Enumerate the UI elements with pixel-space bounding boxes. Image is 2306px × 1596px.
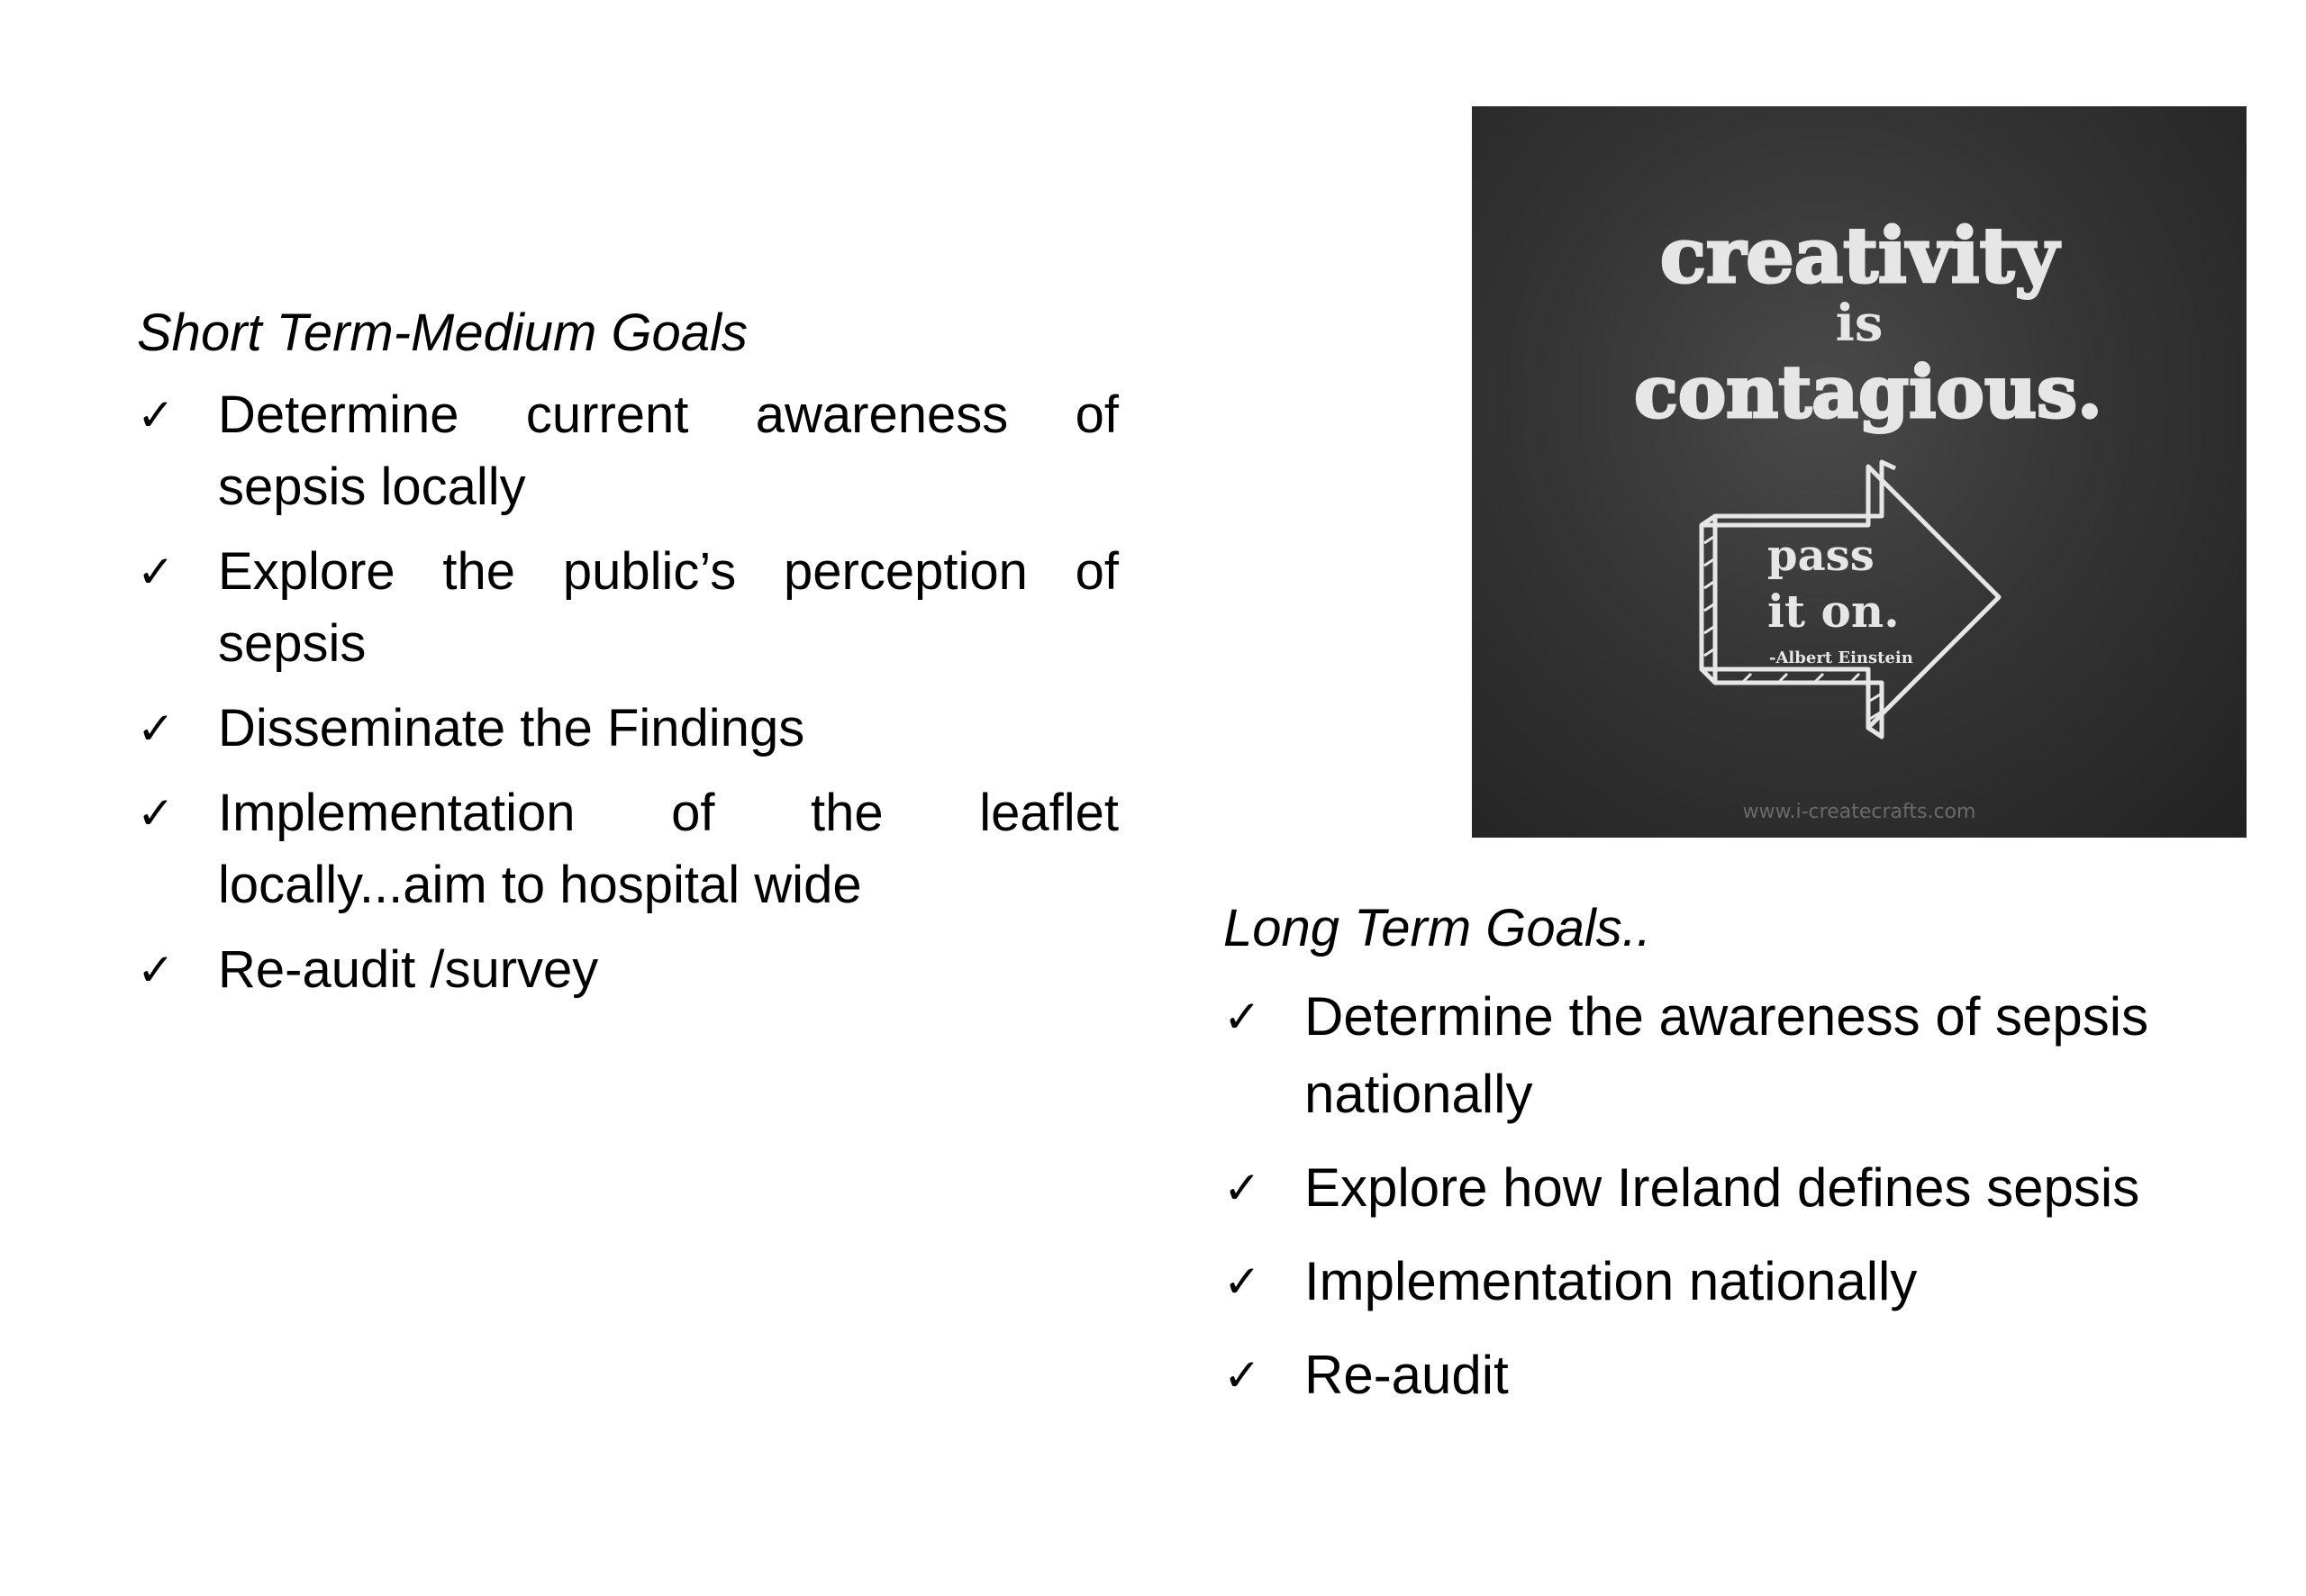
short-term-goals-list [137, 379, 1119, 1006]
list-item [137, 379, 1119, 523]
short-term-goals-section [137, 302, 1119, 1019]
checkmark-icon: ✓ [1223, 1348, 1261, 1401]
checkmark-icon: ✓ [137, 702, 175, 755]
short-term-goals-title: Short Term-Medium Goals [137, 304, 748, 362]
chalkboard-graphic [1472, 106, 2247, 838]
list-item-text: Explore the public’s perception of sepsis [218, 541, 1119, 673]
list-item-text: Implementation nationally [1304, 1250, 1918, 1311]
chalk-arrow-pass: pass [1767, 530, 1875, 581]
list-item [137, 693, 1119, 765]
checkmark-icon: ✓ [1223, 1255, 1261, 1308]
long-term-goals-list [1223, 978, 2259, 1414]
chalk-line-is: is [1835, 294, 1884, 353]
list-item-text: Re-audit /survey [218, 939, 599, 999]
list-item-text: Determine the awareness of sepsis nationally [1304, 985, 2149, 1124]
checkmark-icon: ✓ [1223, 990, 1261, 1043]
watermark-text: www.i-createcrafts.com [1742, 801, 1976, 823]
checkmark-icon: ✓ [137, 545, 175, 598]
list-item [1223, 978, 2259, 1133]
list-item-text: Determine current awareness of sepsis locally [218, 385, 1119, 516]
list-item-text: Re-audit [1304, 1344, 1509, 1405]
list-item [137, 777, 1119, 921]
list-item [1223, 1149, 2259, 1227]
chalkboard-image [1472, 106, 2247, 838]
list-item [137, 934, 1119, 1006]
list-item-text: Implementation of the leaflet locally...aim to hospital wide [218, 783, 1119, 914]
long-term-goals-section [1223, 897, 2259, 1430]
chalk-arrow-it-on: it on. [1767, 585, 1900, 638]
list-item [1223, 1337, 2259, 1414]
list-item [137, 536, 1119, 680]
list-item-text: Disseminate the Findings [218, 698, 805, 757]
chalk-line-contagious: contagious. [1634, 349, 2102, 434]
chalk-line-creativity: creativity [1659, 211, 2059, 300]
checkmark-icon: ✓ [1223, 1161, 1261, 1214]
list-item-text: Explore how Ireland defines sepsis [1304, 1156, 2140, 1218]
long-term-goals-title: Long Term Goals.. [1223, 899, 1651, 957]
list-item [1223, 1243, 2259, 1320]
checkmark-icon: ✓ [137, 388, 175, 441]
checkmark-icon: ✓ [137, 943, 175, 996]
chalk-attribution: -Albert Einstein [1769, 648, 1913, 667]
checkmark-icon: ✓ [137, 786, 175, 839]
